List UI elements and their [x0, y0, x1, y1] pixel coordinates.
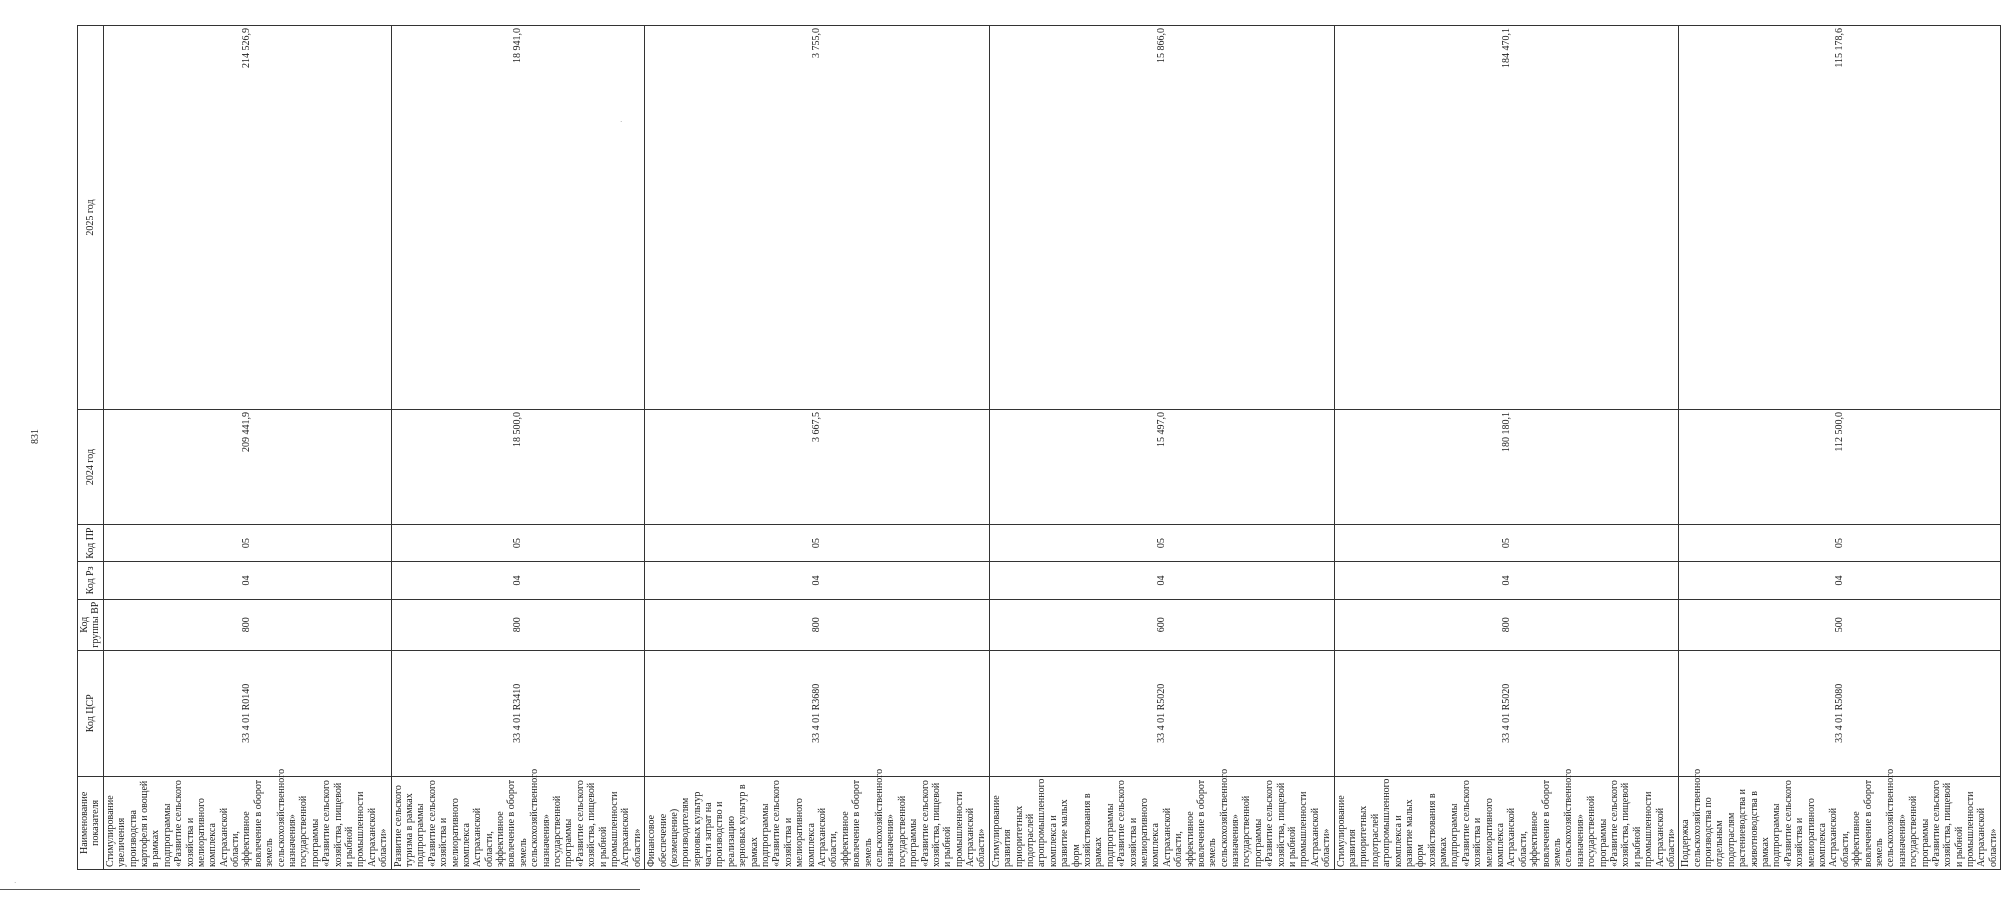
row-2024: 112 500,0 [1679, 409, 2001, 524]
scan-speck: · [620, 118, 623, 126]
row-csr: 33 4 01 R3680 [645, 650, 990, 776]
row-rz: 04 [391, 562, 645, 599]
row-2025: 214 526,9 [103, 26, 391, 410]
header-rz: Код Рз [78, 562, 104, 599]
row-vr: 800 [645, 599, 990, 650]
row-csr: 33 4 01 R5080 [1679, 650, 2001, 776]
scan-speck: · [14, 879, 17, 887]
row-rz: 04 [1679, 562, 2001, 599]
row-pr: 05 [645, 524, 990, 561]
row-name: Стимулирование развития приоритетных подотраслей агропромышленного комплекса и развитие малых форм хозяйствования в рамках подпрограммы «Развитие сельского хозяйства и мелиоративного комплекса Астраханской области, эффективное вовлечение в оборот земель сельскохозяйственного назначения» государственной программы «Развитие сельского хозяйства, пищевой и рыбной промышленности Астраханской области» [1334, 776, 1679, 869]
row-2024: 18 500,0 [391, 409, 645, 524]
row-pr: 05 [103, 524, 391, 561]
row-2025: 15 866,0 [989, 26, 1334, 410]
row-rz: 04 [103, 562, 391, 599]
row-2025: 115 178,6 [1679, 26, 2001, 410]
row-pr: 05 [989, 524, 1334, 561]
row-2025: 184 470,1 [1334, 26, 1679, 410]
row-rz: 04 [989, 562, 1334, 599]
row-csr: 33 4 01 R5020 [1334, 650, 1679, 776]
row-pr: 05 [1679, 524, 2001, 561]
row-vr: 600 [989, 599, 1334, 650]
table-row [645, 26, 990, 870]
header-csr: Код ЦСР [78, 650, 104, 776]
header-name: Наименование показателя [78, 776, 104, 869]
row-name: Стимулирование увеличения производства картофеля и овощей в рамках подпрограммы «Развитие сельского хозяйства и мелиоративного комплекса Астраханской области, эффективное вовлечение в оборот земель сельскохозяйственного назначения» государственной программы «Развитие сельского хозяйства, пищевой и рыбной промышленности Астраханской области» [103, 776, 391, 869]
table-header-row [78, 26, 104, 870]
row-2025: 3 755,0 [645, 26, 990, 410]
row-pr: 05 [391, 524, 645, 561]
rotated-table-container [77, 25, 1999, 870]
row-vr: 800 [1334, 599, 1679, 650]
header-2024: 2024 год [78, 409, 104, 524]
row-rz: 04 [645, 562, 990, 599]
row-csr: 33 4 01 R0140 [103, 650, 391, 776]
table-row [1679, 26, 2001, 870]
row-name: Поддержка сельскохозяйственного производства по отдельным подотраслям растениеводства и животноводства в рамках подпрограммы «Развитие сельского хозяйства и мелиоративного комплекса Астраханской области, эффективное вовлечение в оборот земель сельскохозяйственного назначения» государственной программы «Развитие сельского хозяйства, пищевой и рыбной промышленности Астраханской области» [1679, 776, 2001, 869]
table-row [103, 26, 391, 870]
table-row [989, 26, 1334, 870]
row-rz: 04 [1334, 562, 1679, 599]
row-2025: 18 941,0 [391, 26, 645, 410]
row-pr: 05 [1334, 524, 1679, 561]
budget-table [77, 25, 2001, 870]
row-csr: 33 4 01 R3410 [391, 650, 645, 776]
row-vr: 800 [391, 599, 645, 650]
row-name: Финансовое обеспечение (возмещение) производителям зерновых культур части затрат на производство и реализацию зерновых культур в рамках подпрограммы «Развитие сельского хозяйства и мелиоративного комплекса Астраханской области, эффективное вовлечение в оборот земель сельскохозяйственного назначения» государственной программы «Развитие сельского хозяйства, пищевой и рыбной промышленности Астраханской области» [645, 776, 990, 869]
row-2024: 15 497,0 [989, 409, 1334, 524]
header-vr: Код группы ВР [78, 599, 104, 650]
page-number: 831 [30, 429, 41, 444]
header-2025: 2025 год [78, 26, 104, 410]
row-vr: 800 [103, 599, 391, 650]
row-2024: 209 441,9 [103, 409, 391, 524]
row-2024: 3 667,5 [645, 409, 990, 524]
header-pr: Код ПР [78, 524, 104, 561]
table-row [391, 26, 645, 870]
row-name: Стимулирование развития приоритетных подотраслей агропромышленного комплекса и развитие малых форм хозяйствования в рамках подпрограммы «Развитие сельского хозяйства и мелиоративного комплекса Астраханской области, эффективное вовлечение в оборот земель сельскохозяйственного назначения» государственной программы «Развитие сельского хозяйства, пищевой и рыбной промышленности Астраханской области» [989, 776, 1334, 869]
row-csr: 33 4 01 R5020 [989, 650, 1334, 776]
table-row [1334, 26, 1679, 870]
row-vr: 500 [1679, 599, 2001, 650]
row-name: Развитие сельского туризма в рамках подпрограммы «Развитие сельского хозяйства и мелиоративного комплекса Астраханской области, эффективное вовлечение в оборот земель сельскохозяйственного назначения» государственной программы «Развитие сельского хозяйства, пищевой и рыбной промышленности Астраханской области» [391, 776, 645, 869]
row-2024: 180 180,1 [1334, 409, 1679, 524]
scan-edge-line [0, 889, 640, 890]
